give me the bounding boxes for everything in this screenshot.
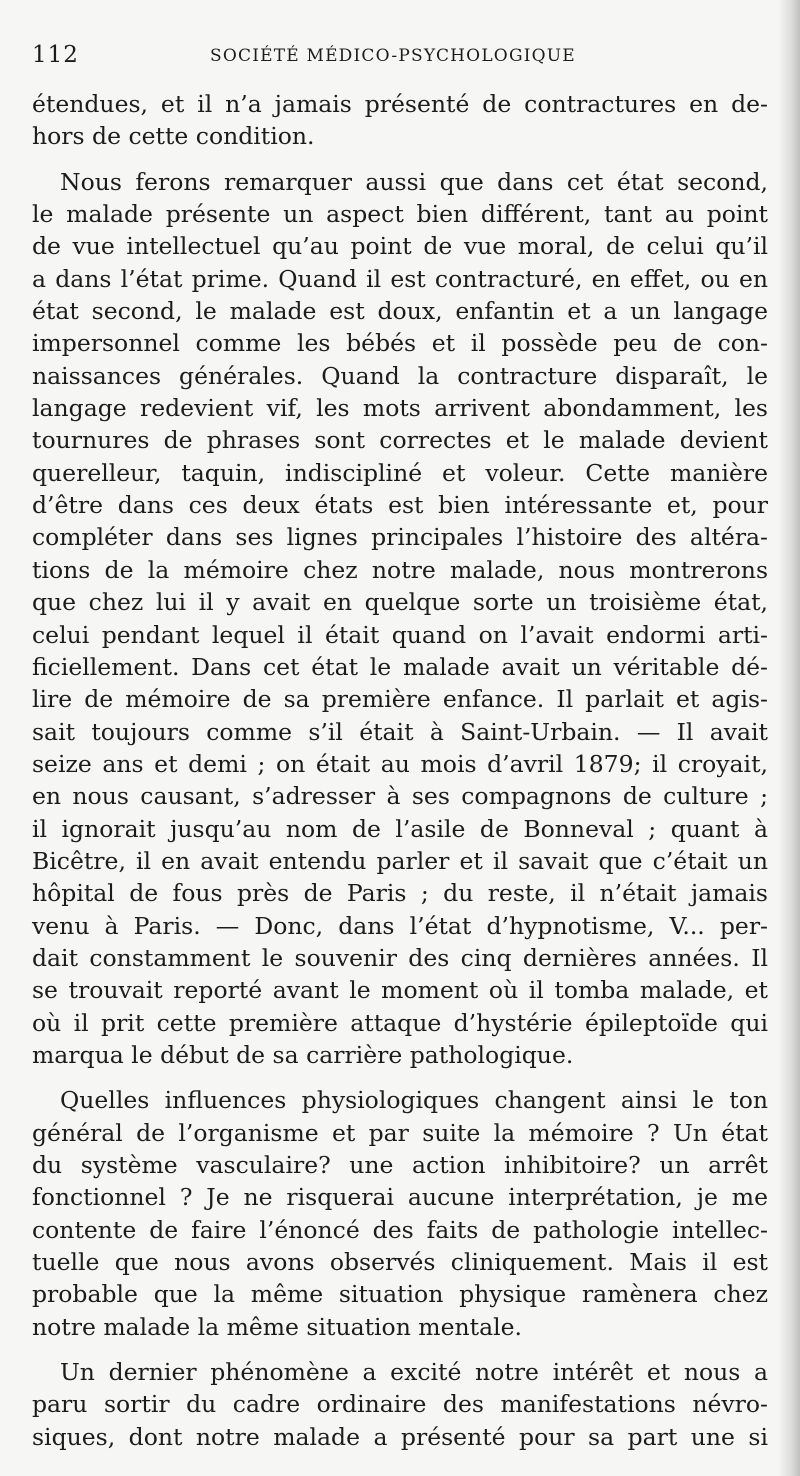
page-edge-shadow — [778, 0, 800, 1476]
running-title: SOCIÉTÉ MÉDICO-PSYCHOLOGIQUE — [210, 46, 576, 66]
text-line: se trouvait reporté avant le moment où il tomba malade, et — [32, 976, 768, 1005]
paragraph-gap — [32, 1071, 768, 1084]
text-line: hôpital de fous près de Paris ; du reste, il n’était jamais — [32, 879, 768, 908]
text-line: probable que la même situation physique ramènera chez — [32, 1280, 768, 1309]
text-line: général de l’organisme et par suite la mémoire ? Un état — [32, 1118, 768, 1147]
paragraph — [32, 88, 768, 153]
text-line: Bicêtre, il en avait entendu parler et il savait que c’était un — [32, 846, 768, 875]
text-line: naissances générales. Quand la contracture disparaît, le — [32, 361, 768, 390]
text-line: fonctionnel ? Je ne risquerai aucune interprétation, je me — [32, 1183, 768, 1212]
text-line: de vue intellectuel qu’au point de vue moral, de celui qu’il — [32, 232, 768, 261]
text-line: sait toujours comme s’il était à Saint-Urbain. — Il avait — [32, 717, 768, 746]
text-line: tions de la mémoire chez notre malade, nous montrerons — [32, 555, 768, 584]
text-line: en nous causant, s’adresser à ses compagnons de culture ; — [32, 782, 768, 811]
text-line: ficiellement. Dans cet état le malade avait un véritable dé- — [32, 652, 768, 681]
text-line: tuelle que nous avons observés cliniquement. Mais il est — [32, 1248, 768, 1277]
text-line: compléter dans ses lignes principales l’histoire des altéra- — [32, 523, 768, 552]
text-line: hors de cette condition. — [32, 122, 315, 151]
text-line: d’être dans ces deux états est bien intéressante et, pour — [32, 491, 768, 520]
text-line: celui pendant lequel il était quand on l’avait endormi arti- — [32, 620, 768, 649]
text-line: Quelles influences physiologiques changent ainsi le ton — [60, 1086, 768, 1115]
text-line: il ignorait jusqu’au nom de l’asile de Bonneval ; quant à — [32, 814, 768, 843]
text-line: état second, le malade est doux, enfantin et a un langage — [32, 297, 768, 326]
text-line: étendues, et il n’a jamais présenté de contractures en de- — [32, 90, 768, 118]
paragraph — [32, 1084, 768, 1343]
text-line: que chez lui il y avait en quelque sorte un troisième état, — [32, 588, 768, 617]
text-line: impersonnel comme les bébés et il possède peu de con- — [32, 329, 768, 358]
text-line: marqua le début de sa carrière pathologique. — [32, 1040, 574, 1069]
text-line: Un dernier phénomène a excité notre intérêt et nous a — [60, 1358, 768, 1387]
text-line: contente de faire l’énoncé des faits de pathologie intellec- — [32, 1215, 768, 1244]
paragraph-gap — [32, 153, 768, 166]
text-line: dait constamment le souvenir des cinq dernières années. Il — [32, 943, 768, 972]
text-line: paru sortir du cadre ordinaire des manifestations névro- — [32, 1390, 768, 1419]
text-line: le malade présente un aspect bien différent, tant au point — [32, 200, 768, 229]
text-line: a dans l’état prime. Quand il est contracturé, en effet, ou en — [32, 264, 768, 293]
text-line: querelleur, taquin, indiscipliné et voleur. Cette manière — [32, 458, 768, 487]
page-header — [32, 42, 752, 72]
text-line: seize ans et demi ; on était au mois d’avril 1879; il croyait, — [32, 749, 768, 778]
text-line: lire de mémoire de sa première enfance. Il parlait et agis- — [32, 685, 768, 714]
paragraph — [32, 166, 768, 1072]
paragraph-gap — [32, 1343, 768, 1356]
text-line: Nous ferons remarquer aussi que dans cet état second, — [60, 167, 768, 196]
text-line: langage redevient vif, les mots arrivent abondamment, les — [32, 394, 768, 423]
page-number: 112 — [32, 42, 79, 68]
text-line: siques, dont notre malade a présenté pour sa part une si — [32, 1422, 768, 1451]
text-line: du système vasculaire? une action inhibitoire? un arrêt — [32, 1151, 768, 1179]
text-line: venu à Paris. — Donc, dans l’état d’hypnotisme, V... per- — [32, 911, 768, 940]
body-text — [32, 88, 768, 1453]
paragraph — [32, 1356, 768, 1453]
text-line: où il prit cette première attaque d’hystérie épileptoïde qui — [32, 1008, 768, 1037]
text-line: notre malade la même situation mentale. — [32, 1312, 522, 1341]
text-line: tournures de phrases sont correctes et le malade devient — [32, 426, 768, 455]
